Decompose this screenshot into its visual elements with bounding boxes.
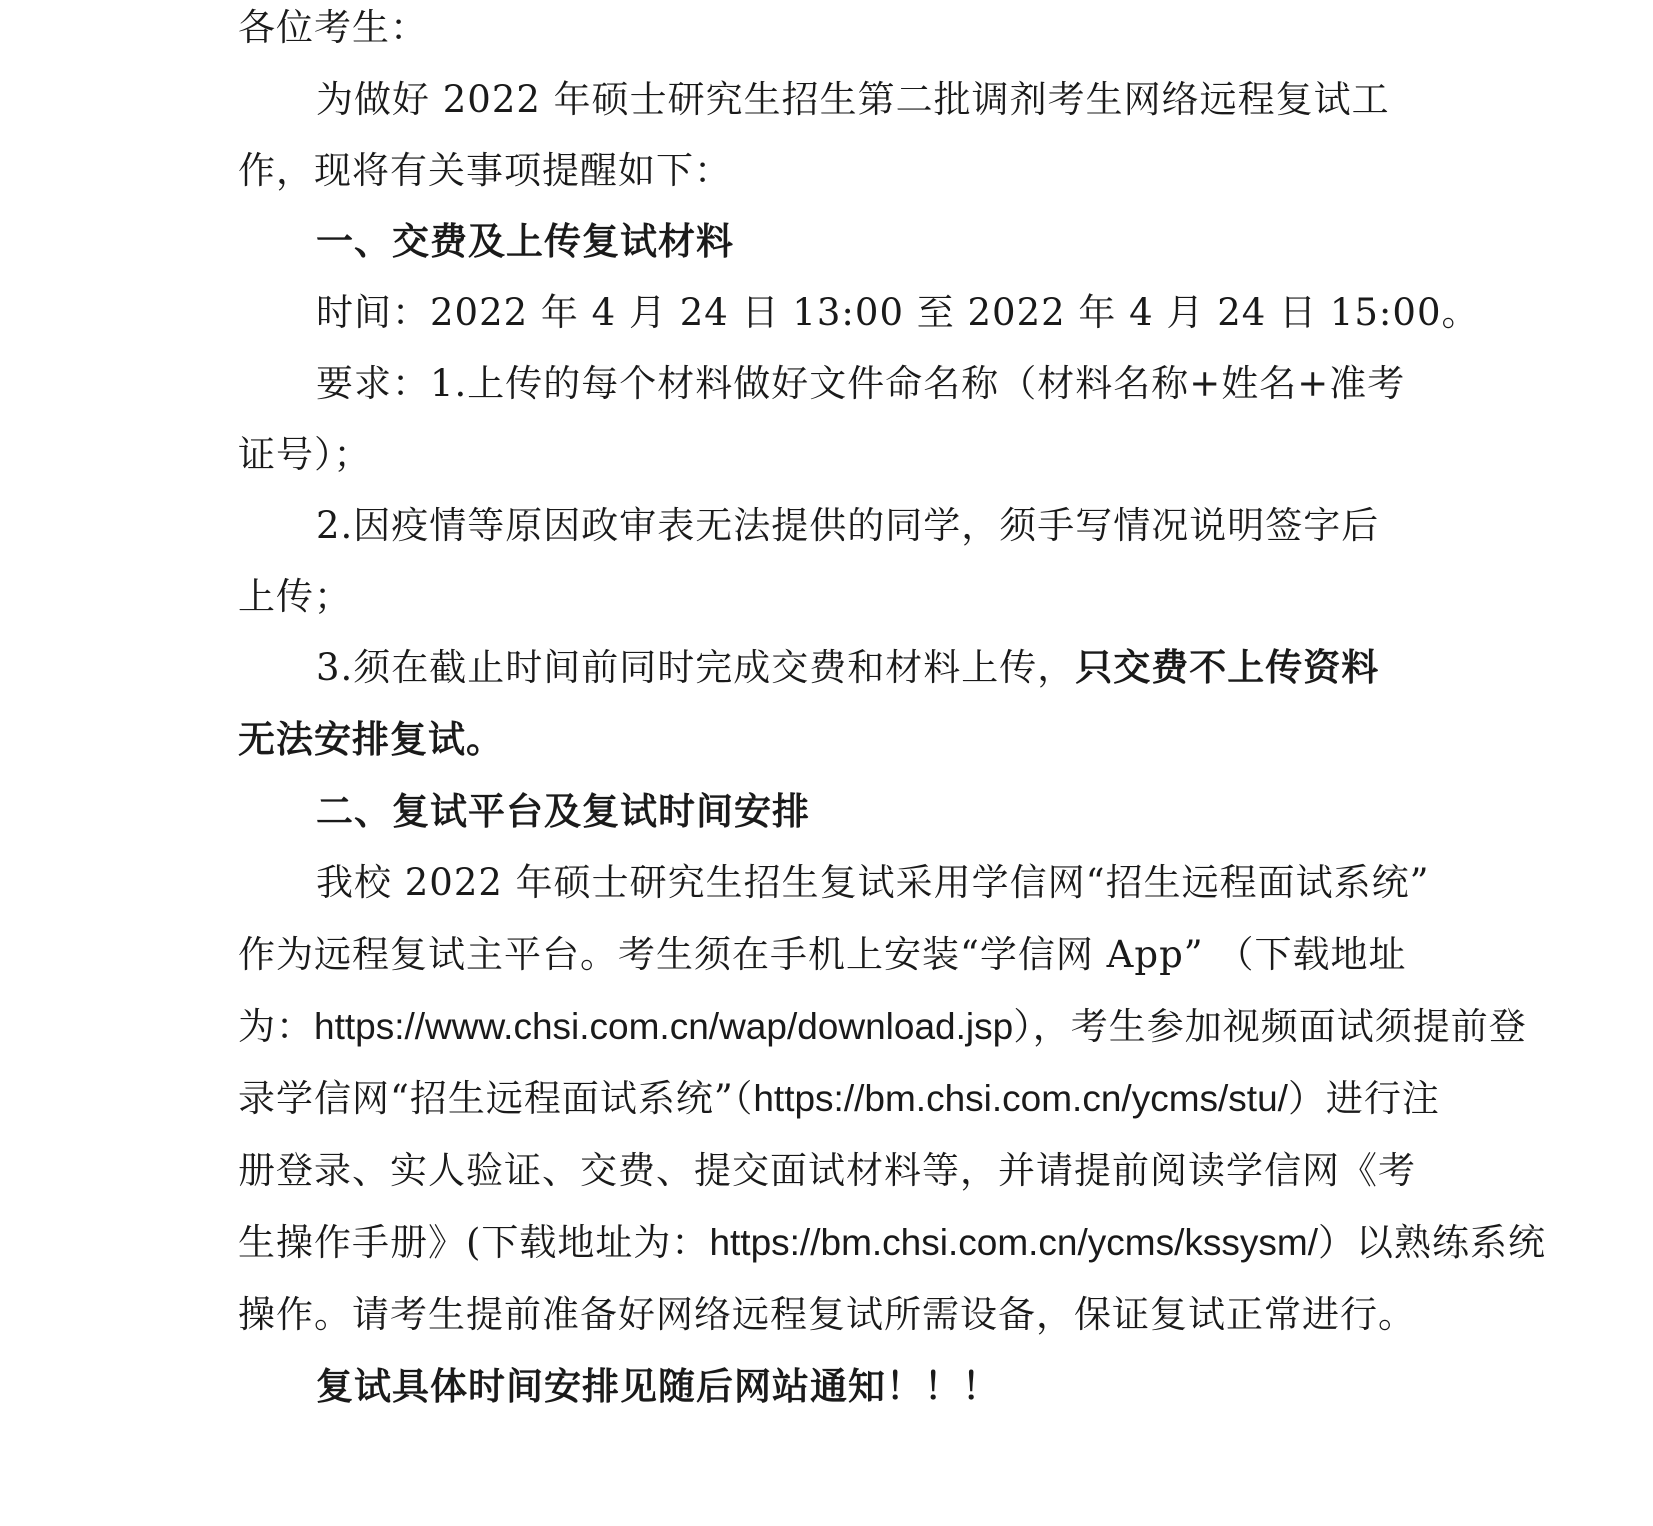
section2-line-6 [238, 1217, 1546, 1269]
interview-system-url: https://bm.chsi.com.cn/ycms/stu/ [753, 1078, 1288, 1119]
line4-prefix: 录学信网“招生远程面试系统”（ [238, 1077, 754, 1120]
line3-suffix: ），考生参加视频面试须提前登 [1013, 1005, 1527, 1048]
section2-line-1: 我校 2022 年硕士研究生招生复试采用学信网“招生远程面试系统” [316, 861, 1430, 904]
section1-req2-line1: 2.因疫情等原因政审表无法提供的同学，须手写情况说明签字后 [316, 504, 1380, 547]
section1-req2-line2: 上传； [238, 575, 352, 618]
closing-notice: 复试具体时间安排见随后网站通知！！！ [316, 1365, 1000, 1408]
section1-req1-line1: 要求：1.上传的每个材料做好文件命名称（材料名称+姓名+准考 [316, 362, 1406, 405]
line6-suffix: ）以熟练系统 [1318, 1221, 1546, 1264]
line4-suffix: ）进行注 [1287, 1077, 1440, 1120]
section1-time: 时间：2022 年 4 月 24 日 13:00 至 2022 年 4 月 24 日 15:00。 [316, 291, 1480, 334]
section2-line-4 [238, 1073, 1440, 1125]
req3-bold-text: 只交费不上传资料 [1075, 646, 1380, 689]
req3-normal-text: 3.须在截止时间前同时完成交费和材料上传， [316, 646, 1076, 689]
section2-line-2: 作为远程复试主平台。考生须在手机上安装“学信网 App” （下载地址 [238, 933, 1407, 976]
manual-download-url: https://bm.chsi.com.cn/ycms/kssysm/ [709, 1222, 1318, 1263]
intro-line-2: 作，现将有关事项提醒如下： [238, 149, 732, 192]
app-download-url: https://www.chsi.com.cn/wap/download.jsp [314, 1006, 1014, 1047]
section1-req1-line2: 证号）； [238, 433, 372, 476]
line6-prefix: 生操作手册》(下载地址为： [238, 1221, 710, 1264]
section2-line-3 [238, 1001, 1527, 1053]
section2-heading: 二、复试平台及复试时间安排 [316, 790, 810, 833]
section1-heading: 一、交费及上传复试材料 [316, 220, 734, 263]
intro-line-1: 为做好 2022 年硕士研究生招生第二批调剂考生网络远程复试工 [316, 78, 1390, 121]
line3-prefix: 为： [238, 1005, 314, 1048]
section1-req3-line1 [316, 642, 1379, 694]
section2-line-5: 册登录、实人验证、交费、提交面试材料等，并请提前阅读学信网《考 [238, 1149, 1416, 1192]
section1-req3-line2: 无法安排复试。 [238, 718, 504, 761]
section2-line-7: 操作。请考生提前准备好网络远程复试所需设备，保证复试正常进行。 [238, 1293, 1416, 1336]
greeting: 各位考生： [238, 6, 428, 49]
